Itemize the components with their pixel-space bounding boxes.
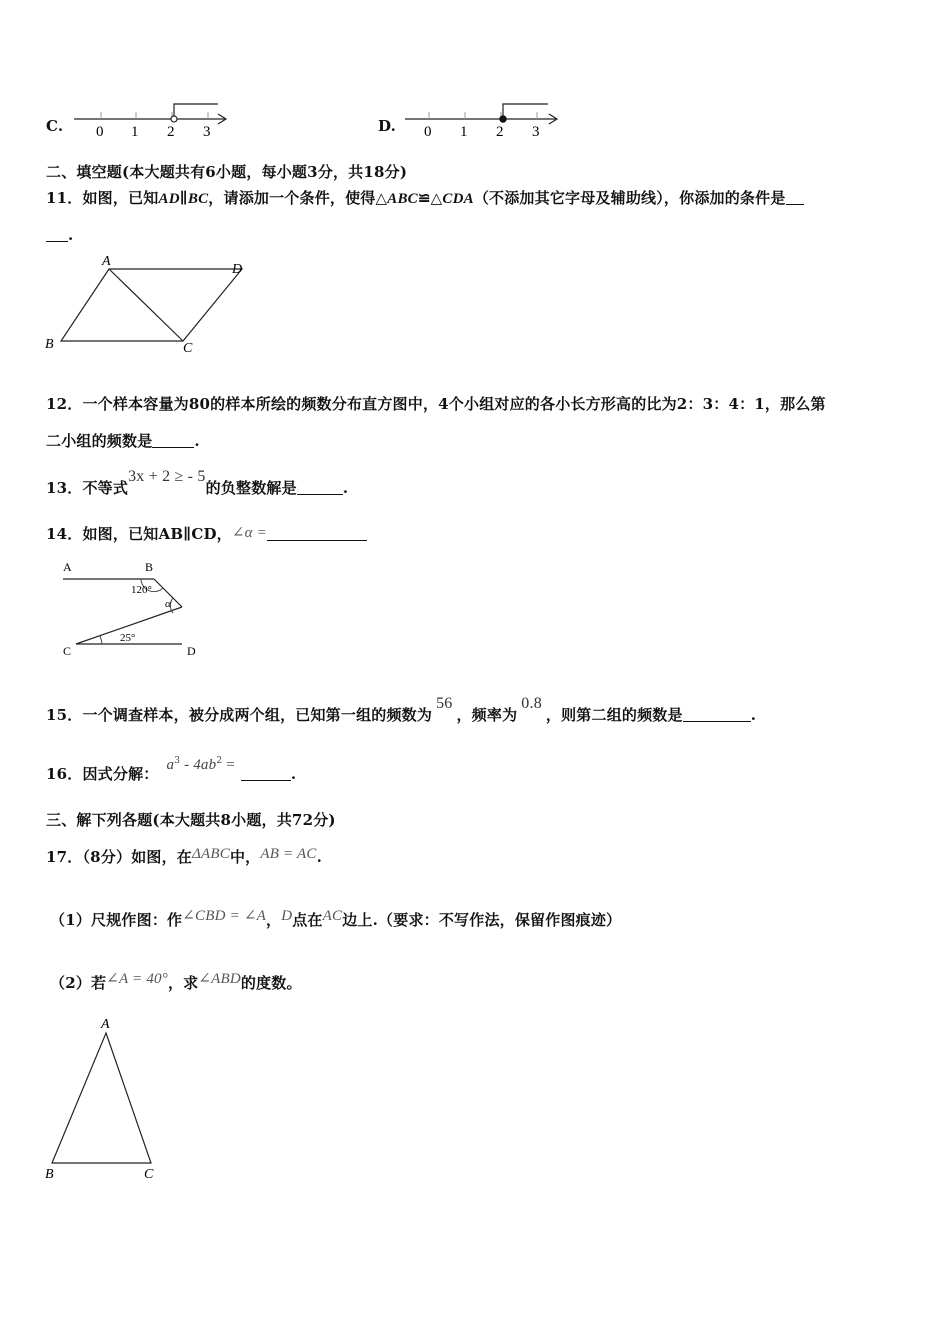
q11-text: ，请添加一个条件，使得△ [208, 189, 388, 207]
q15-text: 15．一个调查样本，被分成两个组，已知第一组的频数为 [46, 706, 433, 724]
tick-label: 1 [460, 124, 468, 140]
q17-triangle: ΔABC [192, 846, 230, 862]
q15-text: ，则第二组的频数是 [545, 706, 683, 724]
q11-figure [40, 250, 260, 360]
point-d-label: D [187, 644, 196, 658]
angle-120-label: 120° [131, 584, 152, 596]
section-3-heading: 三、解下列各题(本大题共8小题，共72分) [46, 811, 336, 829]
question-13 [46, 468, 349, 498]
point-c-label: C [183, 341, 193, 356]
q13-text: 的负整数解是 [205, 479, 297, 497]
q11-end: . [68, 226, 74, 244]
option-c-label: C. [46, 117, 64, 135]
q16-exponent: 2 [216, 756, 223, 766]
option-d-label: D. [378, 117, 397, 135]
point-c-label: C [144, 1167, 154, 1182]
question-14 [46, 523, 367, 544]
tick-label: 3 [532, 124, 540, 140]
q17-figure [40, 1012, 180, 1187]
point-b-label: B [45, 1167, 54, 1182]
point-b-label: B [145, 560, 154, 574]
point-a-label: A [101, 1017, 110, 1032]
question-15 [46, 695, 757, 725]
q17-end: . [316, 848, 323, 866]
q17-part1-angle: ∠CBD = ∠A [182, 908, 266, 924]
q16-expression [166, 755, 234, 773]
q17-text: 17．（8分）如图，在 [46, 848, 193, 866]
angle-alpha-label: α [165, 598, 171, 610]
tick-label: 1 [131, 124, 139, 140]
open-dot [171, 116, 177, 122]
q14-figure [55, 558, 215, 660]
q16-exponent: 3 [174, 756, 181, 766]
q14-text: 14．如图，已知AB∥CD， [46, 525, 232, 543]
answer-blank [683, 707, 751, 722]
q17-part1-text: ， [265, 911, 282, 929]
q16-equals: = [222, 757, 235, 773]
q16-term: - 4ab [180, 757, 217, 773]
q11-triangle-1: ABC [387, 191, 418, 207]
q17-part2-angle-abd: ∠ABD [198, 971, 241, 987]
q17-part2-text: ，求 [167, 974, 199, 992]
question-12-line-2 [46, 430, 200, 451]
q17-part2-angle: ∠A = 40° [106, 971, 168, 987]
q13-end: . [342, 479, 349, 497]
tick-label: 3 [203, 124, 211, 140]
tick-label: 2 [496, 124, 504, 140]
q11-condition: AD∥BC [158, 191, 209, 207]
question-12-line-1: 12．一个样本容量为80的样本所绘的频数分布直方图中，4个小组对应的各小长方形高的比为2：3：4：1，那么第 [46, 395, 826, 413]
q11-text: 如图，已知 [82, 189, 159, 207]
q17-part-1 [50, 909, 621, 930]
number-line-c [70, 98, 235, 143]
q14-angle-alpha: ∠α = [231, 525, 268, 541]
answer-blank [786, 190, 804, 205]
q11-text: （不添加其它字母及辅助线），你添加的条件是 [473, 189, 786, 207]
q11-congruent-symbol: ≌△ [417, 189, 443, 207]
q15-text: ，频率为 [456, 706, 518, 724]
angle-25-label: 25° [120, 632, 136, 644]
point-b-label: B [45, 337, 54, 352]
q17-text: 中， [229, 848, 261, 866]
q17-point-d: D [281, 908, 293, 924]
point-c-label: C [63, 644, 72, 658]
q17-part1-text: 点在 [292, 911, 323, 929]
answer-blank [297, 480, 343, 495]
answer-blank [241, 766, 291, 781]
number-line-d [401, 98, 566, 143]
q15-frequency-value: 56 [436, 695, 453, 712]
q12-end: . [194, 432, 200, 450]
q11-triangle-2: CDA [442, 191, 474, 207]
point-a-label: A [63, 560, 72, 574]
q17-part2-text: （2）若 [50, 974, 107, 992]
point-d-label: D [232, 262, 243, 277]
answer-blank [152, 433, 194, 448]
q17-part2-text: 的度数。 [240, 974, 302, 992]
q16-end: . [290, 765, 297, 783]
point-a-label: A [102, 254, 111, 269]
q11-blank-continued [46, 226, 73, 244]
q16-var-a: a [166, 757, 175, 773]
section-2-heading: 二、填空题(本大题共有6小题，每小题3分，共18分) [46, 163, 408, 181]
q15-end: . [750, 706, 757, 724]
answer-blank [267, 526, 367, 541]
q17-part1-text: 边上.（要求：不写作法，保留作图痕迹） [342, 911, 622, 929]
q15-rate-value: 0.8 [521, 695, 542, 712]
q17-side-ac: AC [322, 908, 343, 924]
answer-blank [46, 227, 68, 242]
q17-part-2 [50, 972, 302, 993]
q16-text: 16．因式分解： [46, 765, 159, 783]
tick-label: 2 [167, 124, 175, 140]
solid-dot [500, 116, 506, 122]
tick-label: 0 [424, 124, 432, 140]
q17-equality: AB = AC [260, 846, 317, 862]
q17-part1-text: （1）尺规作图：作 [50, 911, 183, 929]
q12-text: 二小组的频数是 [46, 432, 153, 450]
question-17 [46, 846, 322, 867]
question-16 [46, 756, 297, 784]
question-11 [46, 187, 804, 208]
question-number: 11． [46, 189, 83, 207]
tick-label: 0 [96, 124, 104, 140]
q13-inequality: 3x + 2 ≥ - 5 [128, 468, 206, 485]
q13-text: 13．不等式 [46, 479, 129, 497]
